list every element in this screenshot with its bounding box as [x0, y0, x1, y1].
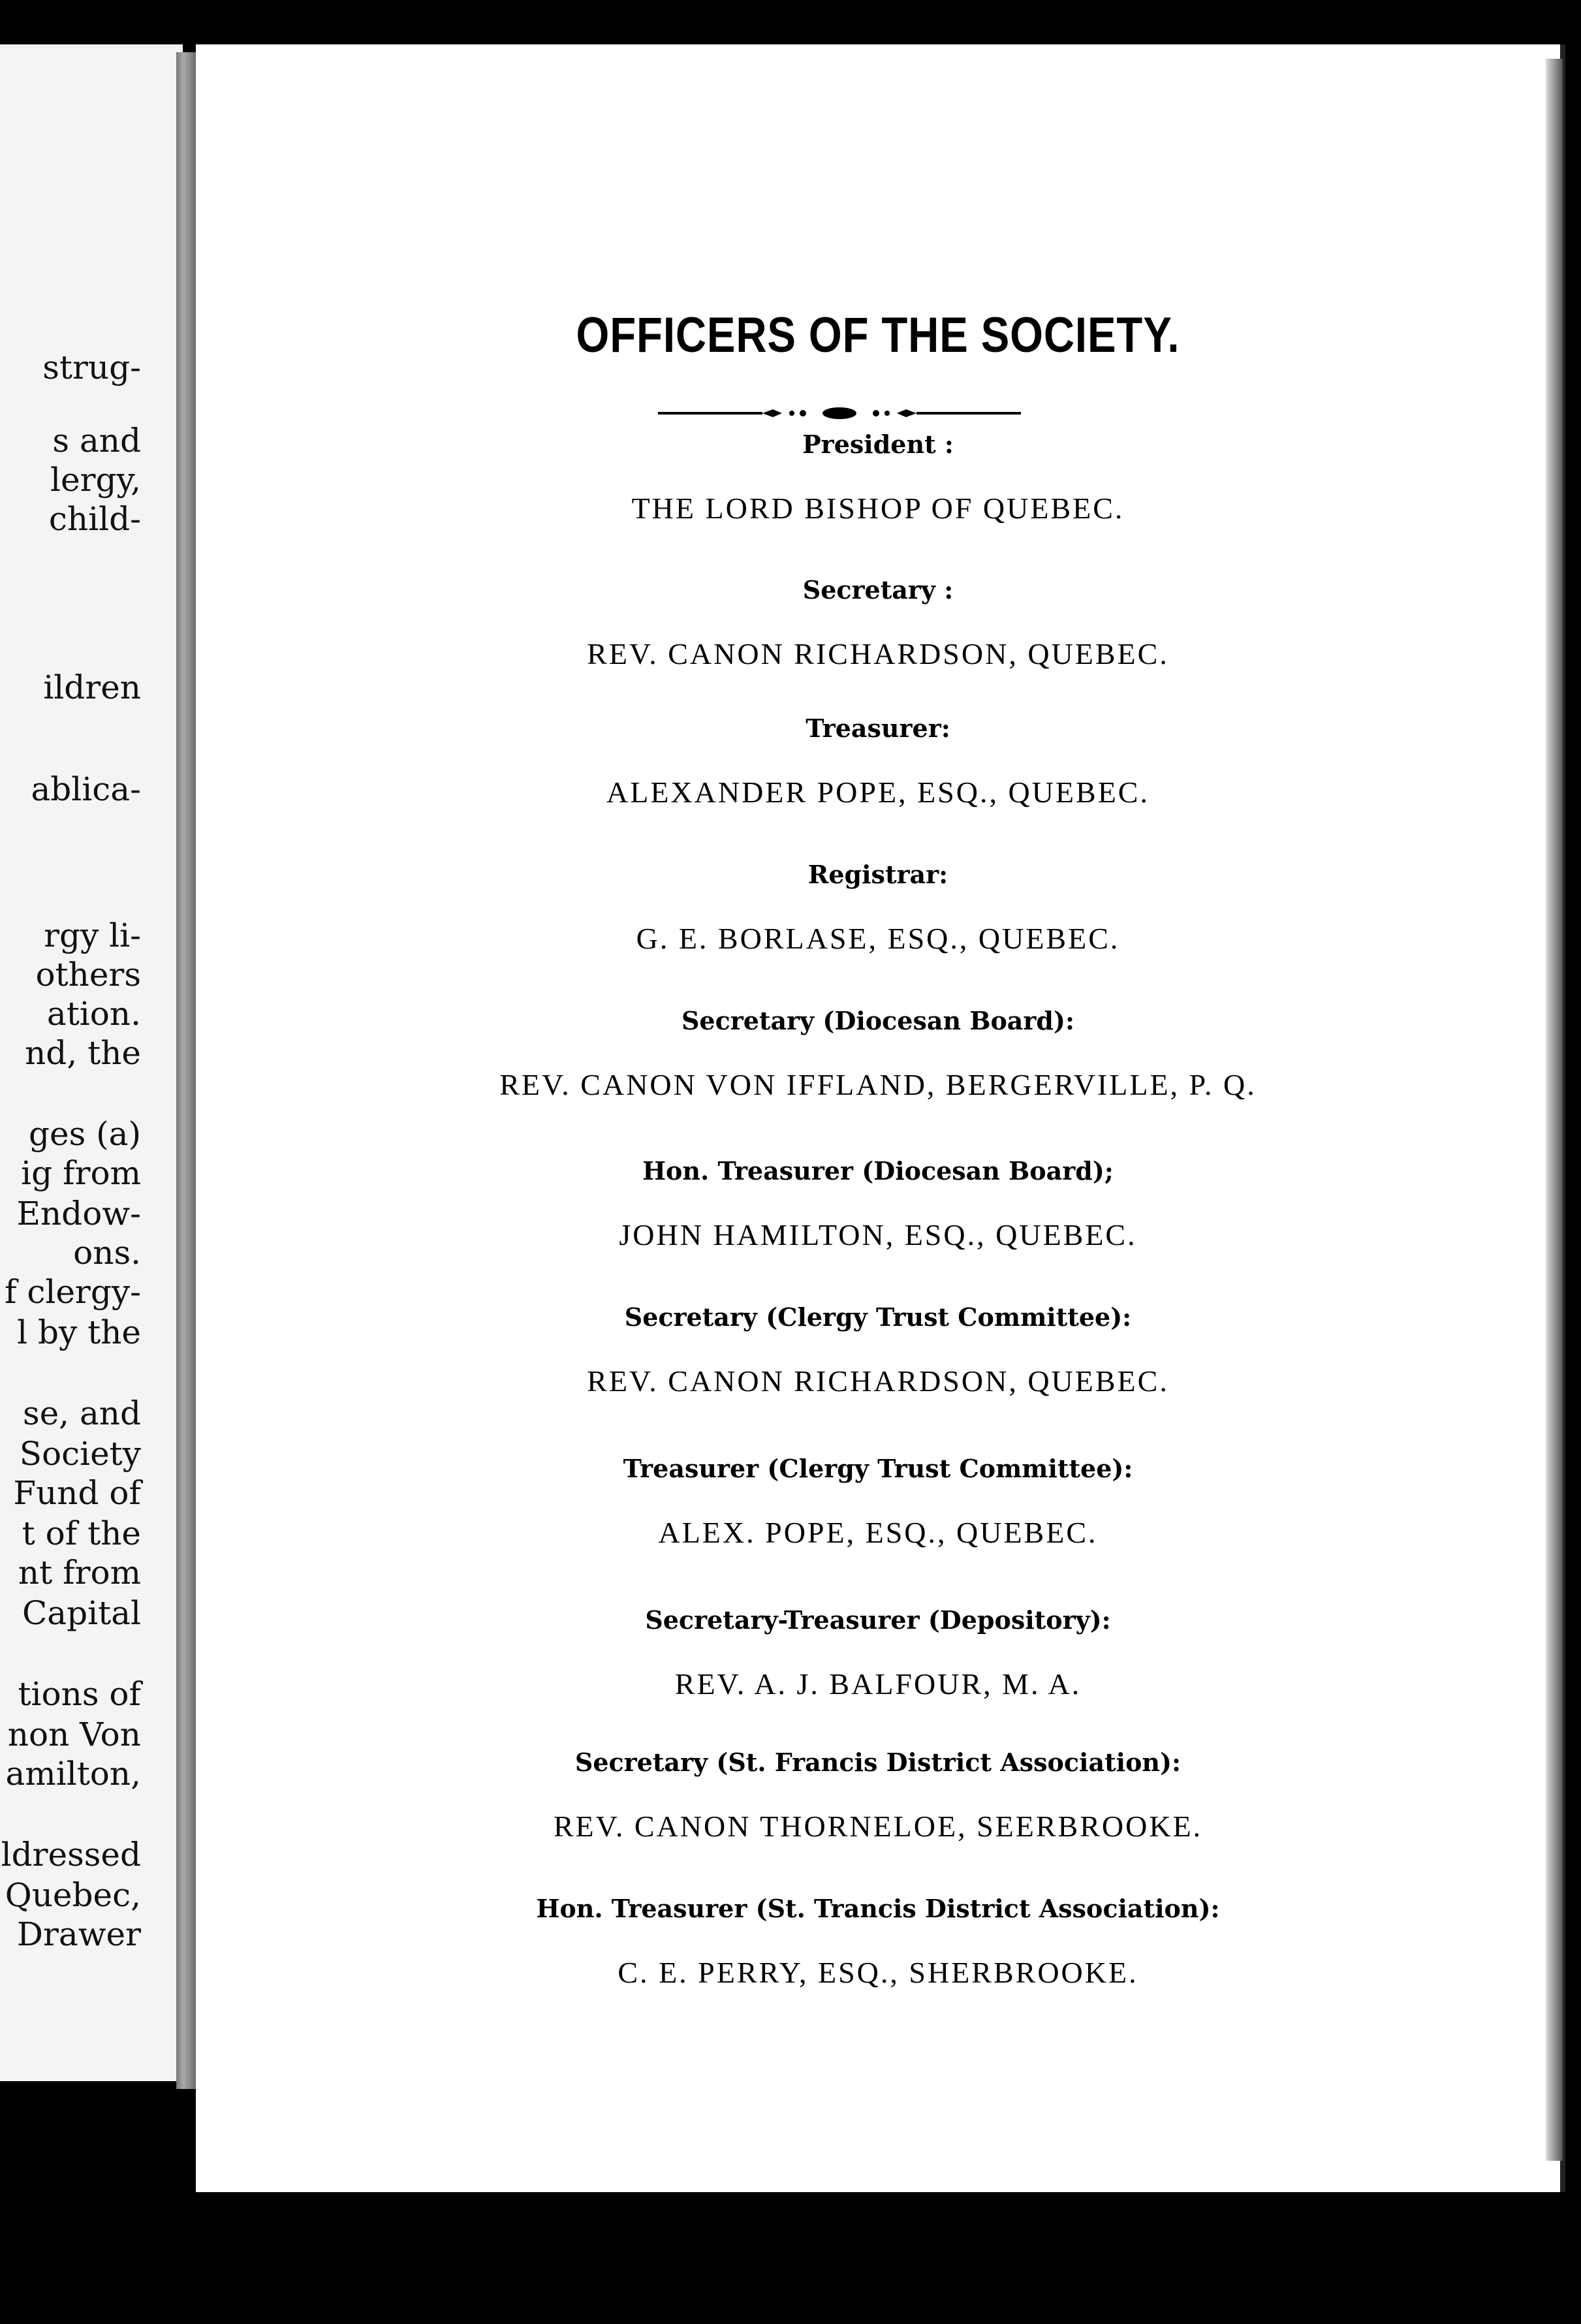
previous-page-line: s and	[52, 422, 141, 460]
page-edge-shadow	[1546, 59, 1563, 2161]
officer-entry-secretary	[196, 572, 1560, 674]
office-title: Secretary (Clergy Trust Committee):	[624, 1302, 1132, 1332]
office-title: Hon. Treasurer (St. Trancis District Association):	[536, 1894, 1220, 1923]
previous-page-line: Capital	[22, 1594, 141, 1632]
previous-page-line: f clergy-	[4, 1273, 141, 1311]
previous-page-line: nt from	[18, 1554, 141, 1592]
previous-page-line: t of the	[22, 1515, 141, 1552]
previous-page-fragment	[0, 44, 183, 2081]
previous-page-line: Society	[19, 1435, 141, 1473]
previous-page-line: se, and	[22, 1394, 141, 1432]
previous-page-line: rgy li-	[44, 917, 141, 954]
officer-name: ALEXANDER POPE, ESQ., QUEBEC.	[606, 776, 1150, 809]
office-title: Treasurer (Clergy Trust Committee):	[623, 1454, 1133, 1483]
previous-page-line: child-	[48, 500, 141, 538]
officer-name: THE LORD BISHOP OF QUEBEC.	[631, 492, 1125, 525]
previous-page-line: strug-	[42, 349, 141, 386]
office-title: President :	[802, 430, 954, 459]
officer-name: REV. CANON RICHARDSON, QUEBEC.	[587, 1364, 1169, 1398]
office-title: Registrar:	[807, 860, 948, 889]
previous-page-line: l by the	[17, 1313, 141, 1351]
officer-entry-treasurer	[196, 710, 1560, 812]
previous-page-line: nd, the	[25, 1034, 141, 1072]
officer-name: REV. A. J. BALFOUR, M. A.	[674, 1667, 1082, 1701]
previous-page-line: Endow-	[16, 1195, 141, 1233]
previous-page-line: ldressed	[1, 1836, 141, 1874]
previous-page-line: others	[35, 956, 141, 994]
officer-name: REV. CANON RICHARDSON, QUEBEC.	[587, 637, 1169, 670]
previous-page-line: non Von	[7, 1716, 141, 1753]
officer-name: REV. CANON THORNELOE, SEERBROOKE.	[553, 1810, 1203, 1843]
previous-page-line: Drawer	[16, 1915, 141, 1953]
previous-page-line: tions of	[18, 1675, 141, 1713]
officer-name: JOHN HAMILTON, ESQ., QUEBEC.	[619, 1218, 1137, 1251]
office-title: Secretary-Treasurer (Depository):	[645, 1605, 1111, 1635]
previous-page-line: ges (a)	[29, 1115, 141, 1153]
office-title: Hon. Treasurer (Diocesan Board);	[642, 1156, 1114, 1186]
officer-entry-registrar	[196, 856, 1560, 958]
previous-page-line: ation.	[46, 995, 141, 1033]
previous-page-line: lergy,	[50, 461, 141, 499]
page-title: OFFICERS OF THE SOCIETY.	[576, 307, 1180, 363]
officer-name: REV. CANON VON IFFLAND, BERGERVILLE, P. Q.	[499, 1068, 1257, 1101]
previous-page-line: amilton,	[5, 1755, 141, 1793]
previous-page-line: ablica-	[31, 770, 141, 808]
officer-name: ALEX. POPE, ESQ., QUEBEC.	[658, 1516, 1098, 1549]
officer-entry-secretary-treasurer-depository	[196, 1602, 1560, 1704]
office-title: Secretary :	[802, 575, 954, 605]
ornamental-rule	[658, 400, 1021, 426]
previous-page-line: Fund of	[13, 1474, 141, 1512]
officer-name: G. E. BORLASE, ESQ., QUEBEC.	[636, 922, 1120, 955]
officer-entry-president	[196, 426, 1560, 528]
previous-page-line: ons.	[73, 1234, 141, 1272]
officer-entry-hon-treasurer-diocesan-board	[196, 1153, 1560, 1255]
officer-entry-secretary-diocesan-board	[196, 1003, 1560, 1105]
officer-entry-secretary-clergy-trust	[196, 1299, 1560, 1401]
officers-page	[196, 44, 1565, 2192]
previous-page-line: Quebec,	[5, 1876, 141, 1914]
office-title: Treasurer:	[806, 714, 950, 743]
officer-entry-secretary-st-francis	[196, 1744, 1560, 1846]
officer-entry-treasurer-clergy-trust	[196, 1451, 1560, 1552]
previous-page-line: ig from	[21, 1154, 141, 1192]
officer-entry-hon-treasurer-st-francis	[196, 1891, 1560, 1992]
office-title: Secretary (Diocesan Board):	[681, 1006, 1075, 1035]
previous-page-line: ildren	[43, 668, 141, 706]
office-title: Secretary (St. Francis District Association):	[574, 1748, 1182, 1777]
officer-name: C. E. PERRY, ESQ., SHERBROOKE.	[618, 1956, 1138, 1989]
